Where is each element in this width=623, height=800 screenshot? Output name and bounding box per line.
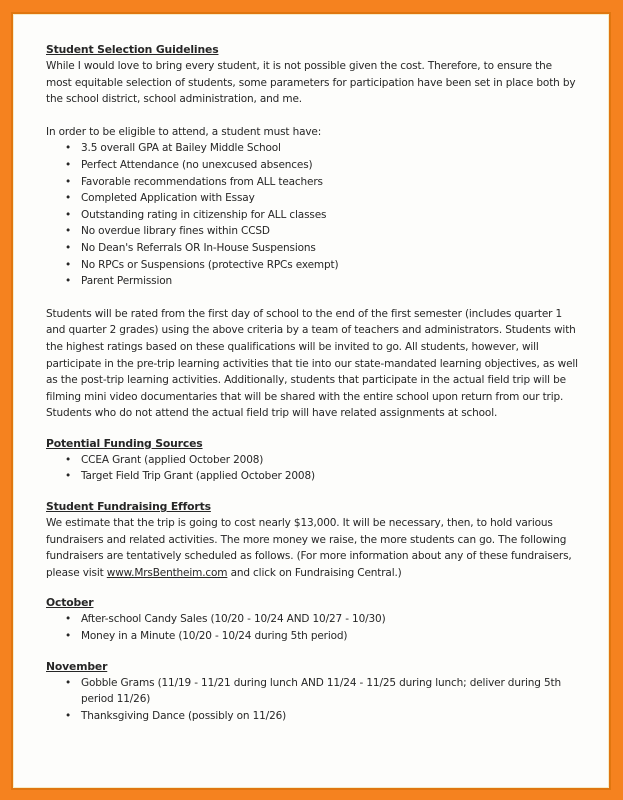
- requirement-item: • No Dean's Referrals OR In-House Suspensions: [46, 240, 580, 257]
- selection-intro-paragraph: While I would love to bring every student, it is not possible given the cost. Therefore, to ensure the most equitable selection of students, some parameters for participation have been set in place both by the school district, school administration, and me.: [46, 60, 576, 106]
- fundraiser-item: • Thanksgiving Dance (possibly on 11/26): [46, 708, 580, 725]
- eligibility-lead: In order to be eligible to attend, a student must have:: [46, 125, 322, 138]
- fundraiser-item: • After-school Candy Sales (10/20 - 10/24 AND 10/27 - 10/30): [46, 611, 580, 628]
- spacer: [46, 645, 580, 658]
- october-heading: October: [46, 596, 94, 610]
- funding-item: • Target Field Trip Grant (applied October 2008): [46, 468, 580, 485]
- november-fundraisers-list: [46, 675, 580, 725]
- spacer: [46, 290, 580, 306]
- requirement-item: • Perfect Attendance (no unexcused absences): [46, 157, 580, 174]
- spacer: [46, 108, 580, 124]
- selection-guidelines-heading: Student Selection Guidelines: [46, 43, 219, 56]
- fundraising-efforts-heading: Student Fundraising Efforts: [46, 500, 211, 514]
- fundraising-paragraph: [46, 515, 580, 581]
- requirement-item: • 3.5 overall GPA at Bailey Middle School: [46, 140, 580, 157]
- requirement-item: • No RPCs or Suspensions (protective RPCs exempt): [46, 257, 580, 274]
- website-link[interactable]: www.MrsBentheim.com: [106, 566, 228, 579]
- rating-paragraph: Students will be rated from the first day of school to the end of the first semester (includes quarter 1 and quarter 2 grades) using the above criteria by a team of teachers and administrators. Students with the highest ratings based on these qualifications will be invited to go. All students, however, will participate in the pre-trip learning activities that tie into our state-mandated learning objectives, as well as the post-trip learning activities. Additionally, students that participate in the actual field trip will be filming mini video documentaries that will be shared with the entire school upon return from our trip. Students who do not attend the actual field trip will have related assignments at school.: [46, 307, 578, 420]
- funding-sources-list: [46, 452, 580, 485]
- requirement-item: • Parent Permission: [46, 273, 580, 290]
- requirement-item: • Outstanding rating in citizenship for ALL classes: [46, 207, 580, 224]
- november-heading: November: [46, 659, 108, 673]
- requirement-item: • No overdue library fines within CCSD: [46, 223, 580, 240]
- fundraiser-item: • Money in a Minute (10/20 - 10/24 during 5th period): [46, 628, 580, 645]
- fundraising-text-after-link: and click on Fundraising Central.): [227, 566, 402, 579]
- requirements-list: [46, 140, 580, 289]
- requirement-item: • Completed Application with Essay: [46, 190, 580, 207]
- funding-item: • CCEA Grant (applied October 2008): [46, 452, 580, 469]
- october-fundraisers-list: [46, 611, 580, 644]
- spacer: [46, 422, 580, 435]
- fundraiser-item: • Gobble Grams (11/19 - 11/21 during lunch AND 11/24 - 11/25 during lunch; deliver during 5th period 11/26): [46, 675, 580, 708]
- funding-sources-heading: Potential Funding Sources: [46, 436, 203, 450]
- spacer: [46, 485, 580, 498]
- fundraising-text-before-link: We estimate that the trip is going to cost nearly $13,000. It will be necessary, then, to hold various fundraisers and related activities. The more money we raise, the more students can go. The following fundraisers are tentatively scheduled as follows. (For more information about any of these fundraisers, please visit: [46, 517, 572, 579]
- requirement-item: • Favorable recommendations from ALL teachers: [46, 174, 580, 191]
- spacer: [46, 581, 580, 594]
- document-page: [14, 15, 608, 787]
